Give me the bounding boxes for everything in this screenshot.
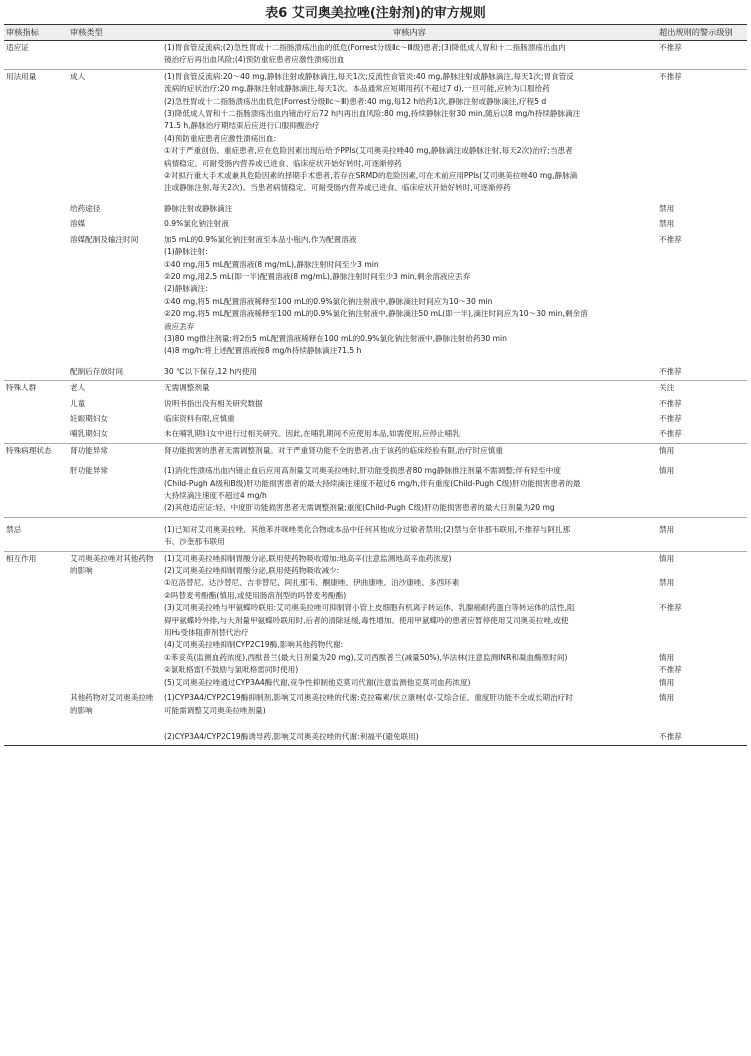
cell-indicator (4, 412, 68, 427)
content-line: (2)静脉滴注: (164, 284, 208, 294)
table-row (4, 691, 747, 746)
cell-indicator (4, 459, 68, 517)
table-row (4, 443, 747, 459)
content-line: 注或静脉注射,每天2次)。当患者病情稳定、可耐受肠内营养或已进食、临床症状开始好转时,可逐渐停药 (164, 183, 511, 193)
table-row (4, 197, 747, 217)
cell-content (162, 360, 657, 381)
cell-content (162, 459, 657, 517)
content-line: 碍甲氨蝶呤外排,与大剂量甲氨蝶呤联用时,后者的清除延缓,毒性增加。使用甲氨蝶呤的患者应暂停使用艾司奥美拉唑,或使 (164, 615, 569, 625)
content-line: (1)消化性溃疡出血内镜止血后应用高剂量艾司奥美拉唑时,肝功能受损患者80 mg静脉推注剂量不需调整;伴有轻至中度 (164, 466, 561, 476)
cell-warning-level (657, 551, 747, 691)
cell-type: 儿童 (70, 398, 86, 408)
header-type: 审核类型 (68, 25, 162, 41)
cell-content (162, 412, 657, 427)
content-line: 用H₂受体阻滞剂替代治疗 (164, 628, 249, 638)
content-line: (2)艾司奥美拉唑抑制胃酸分泌,联用使药物吸收减少: (164, 566, 340, 576)
cell-type: 溶媒 (70, 219, 86, 229)
cell-warning-level: 禁用 (659, 203, 675, 213)
warning-level-line (659, 639, 745, 651)
table-body (4, 41, 747, 746)
cell-type: 溶媒配制及输注时间 (70, 234, 139, 244)
cell-type: 妊娠期妇女 (70, 413, 108, 423)
cell-type: 成人 (68, 69, 162, 197)
cell-warning-level: 不推荐 (659, 413, 682, 423)
cell-content (162, 397, 657, 412)
content-line: (1)艾司奥美拉唑抑制胃酸分泌,联用使药物吸收增加:地高辛(注意监测地高辛血药浓度) (164, 553, 452, 563)
table-row (4, 360, 747, 381)
content-line: ①40 mg,用5 mL配置溶液(8 mg/mL),静脉注射时间至少3 min (164, 259, 379, 269)
cell-indicator (4, 397, 68, 412)
content-line: 说明书指出没有相关研究数据 (164, 398, 263, 408)
cell-indicator (4, 197, 68, 217)
cell-content (162, 69, 657, 197)
warning-level-line: 不推荐 (659, 603, 682, 613)
cell-warning-level: 不推荐 (659, 398, 682, 408)
content-line: 病情稳定、可耐受肠内营养或已进食、临床症状开始好转时,可逐渐停药 (164, 158, 402, 168)
content-line: 流病的症状治疗:20 mg,静脉注射或静脉滴注,每天1次。本品通常应短期用药(不超过7 d),一旦可能,应转为口服给药 (164, 84, 550, 94)
content-line: (1)静脉注射: (164, 247, 208, 257)
content-line: (1)胃食管反流病;(2)急性胃或十二指肠溃疡出血的低危(Forrest分级Ⅱc～Ⅲ级)患者;(3)降低成人胃和十二指肠溃疡出血内 (164, 43, 566, 52)
content-line: 临床资料有限,应慎重 (164, 413, 235, 423)
cell-content (162, 517, 657, 551)
cell-type: 艾司奥美拉唑对其他药物的影响 (68, 551, 162, 691)
review-rules-table (4, 24, 747, 746)
content-line: (3)艾司奥美拉唑与甲氨蝶呤联用:艾司奥美拉唑可抑制肾小管上皮细胞有机离子转运体、乳腺癌耐药蛋白等转运体的活性,阻 (164, 603, 575, 613)
content-line: ②氯吡格雷(不鼓励与氯吡格雷同时使用) (164, 665, 299, 675)
cell-type: 老人 (68, 381, 162, 397)
header-content: 审核内容 (162, 25, 657, 41)
table-row (4, 217, 747, 232)
content-line: (4)预防重症患者应激性溃疡出血: (164, 133, 277, 143)
cell-content (162, 197, 657, 217)
cell-indicator (4, 233, 68, 360)
content-line: ②吗替麦考酚酯(慎用,或使用肠溶剂型的吗替麦考酚酯) (164, 590, 347, 600)
cell-warning-level: 禁用 (659, 219, 675, 229)
cell-indicator (4, 360, 68, 381)
table-row (4, 397, 747, 412)
cell-content (162, 233, 657, 360)
header-warning-level: 超出规则的警示级别 (657, 25, 747, 41)
cell-content (162, 41, 657, 70)
warning-level-line (659, 590, 745, 602)
cell-warning-level: 不推荐 (659, 234, 682, 244)
content-line: (4)艾司奥美拉唑抑制CYP2C19酶,影响其他药物代谢: (164, 640, 344, 650)
content-line: 加5 mL的0.9%氯化钠注射液至本品小瓶内,作为配置溶液 (164, 234, 357, 244)
warning-level-line: 慎用 (659, 677, 675, 687)
content-line: (1)CYP3A4/CYP2C19酶抑制剂,影响艾司奥美拉唑的代谢:克拉霉素/伏立康唑(卓-艾综合征、重度肝功能不全或长期治疗时 (164, 693, 573, 703)
warning-level-line: 不推荐 (659, 731, 682, 741)
table-row (4, 412, 747, 427)
content-line: (2)CYP3A4/CYP2C19酶诱导药,影响艾司奥美拉唑的代谢:利福平(避免联用) (164, 731, 419, 741)
content-line: (2)急性胃或十二指肠溃疡出血低危(Forrest分级Ⅱc～Ⅲ)患者:40 mg,每12 h给药1次,静脉注射或静脉滴注,疗程5 d (164, 96, 547, 106)
cell-warning-level: 慎用 (659, 466, 675, 476)
content-line: (3)降低成人胃和十二指肠溃疡出血内镜治疗后72 h内再出血风险:80 mg,持续静脉注射30 min,随后以8 mg/h持续静脉滴注 (164, 109, 581, 119)
cell-content (162, 427, 657, 443)
warning-level-line: 慎用 (659, 553, 675, 563)
cell-type (68, 41, 162, 70)
content-line: ①苯妥英(监测血药浓度),西酞普兰(最大日剂量为20 mg),艾司西酞普兰(减量50%),华法林(注意监测INR和凝血酶原时间) (164, 652, 568, 662)
cell-indicator: 特殊病理状态 (4, 443, 68, 459)
content-line: 无需调整剂量 (164, 383, 210, 393)
warning-level-line (659, 565, 745, 577)
cell-indicator (4, 691, 68, 746)
table-row (4, 41, 747, 70)
table-title: 表6 艾司奥美拉唑(注射剂)的审方规则 (265, 6, 486, 21)
table-row (4, 517, 747, 551)
cell-type: 配制后存放时间 (70, 366, 124, 376)
warning-level-line: 不推荐 (659, 665, 682, 675)
content-line: (3)80 mg推注剂量:将2份5 mL配置溶液稀释在100 mL的0.9%氯化钠注射液中,静脉注射给药30 min (164, 333, 507, 343)
cell-warning-level (657, 691, 747, 746)
cell-content (162, 691, 657, 746)
content-line: 液应丢弃 (164, 321, 195, 331)
content-line: 未在哺乳期妇女中进行过相关研究。因此,在哺乳期间不应使用本品,如需使用,应停止哺乳 (164, 429, 460, 439)
cell-content (162, 443, 657, 459)
content-line: ①40 mg,将5 mL配置溶液稀释至100 mL的0.9%氯化钠注射液中,静脉滴注时间应为10～30 min (164, 296, 493, 306)
header-indicator: 审核指标 (4, 25, 68, 41)
cell-warning-level: 慎用 (657, 443, 747, 459)
cell-indicator: 适应证 (4, 41, 68, 70)
cell-indicator (4, 427, 68, 443)
cell-type: 哺乳期妇女 (70, 429, 108, 439)
content-line: 71.5 h,静脉治疗期结束后应进行口服抑酸治疗 (164, 121, 320, 131)
cell-indicator: 禁忌 (4, 517, 68, 551)
content-line: ②20 mg,将5 mL配置溶液稀释至100 mL的0.9%氯化钠注射液中,静脉滴注50 mL(即一半),滴注时间应为10～30 min,剩余溶 (164, 309, 588, 319)
content-line: ②对拟行重大手术或兼具危险因素的择期手术患者,若存在SRMD的危险因素,可在术前应用PPIs(艾司奥美拉唑40 mg,静脉滴 (164, 171, 578, 181)
cell-warning-level: 禁用 (657, 517, 747, 551)
content-line: 静脉注射或静脉滴注 (164, 203, 233, 213)
warning-level-line (659, 615, 745, 627)
warning-level-line (659, 627, 745, 639)
content-line: (4)8 mg/h:将上述配置溶液按8 mg/h持续静脉滴注71.5 h (164, 346, 362, 356)
warning-level-line: 慎用 (659, 693, 675, 703)
warning-level-line: 慎用 (659, 652, 675, 662)
content-line: 0.9%氯化钠注射液 (164, 219, 229, 229)
content-line: (Child-Pugh A级和B级)肝功能损害患者的最大持续滴注速度不超过6 mg/h,伴有重度(Child-Pugh C级)肝功能损害患者的最 (164, 478, 581, 488)
table-row (4, 551, 747, 691)
cell-indicator: 特殊人群 (4, 381, 68, 397)
table-row (4, 69, 747, 197)
cell-indicator: 相互作用 (4, 551, 68, 691)
cell-type (68, 517, 162, 551)
content-line: (1)胃食管反流病:20～40 mg,静脉注射或静脉滴注,每天1次;反流性食管炎:40 mg,静脉注射或静脉滴注,每天1次;胃食管反 (164, 71, 574, 81)
cell-type: 给药途径 (70, 203, 101, 213)
content-line: 可能需调整艾司奥美拉唑剂量) (164, 705, 266, 715)
content-line: ①对于严重创伤、重症患者,应在危险因素出现后给予PPIs(艾司奥美拉唑40 mg,静脉滴注或静脉注射,每天2次)治疗;当患者 (164, 146, 573, 156)
content-line: 肾功能损害的患者无需调整剂量。对于严重肾功能不全的患者,由于该药的临床经验有限,治疗时应慎重 (164, 445, 503, 455)
table-header (4, 25, 747, 41)
content-line: ①厄洛替尼、达沙替尼、吉非替尼、阿扎那韦、酮康唑、伊曲康唑、泊沙康唑、多西环素 (164, 578, 460, 588)
cell-indicator: 用法用量 (4, 69, 68, 197)
cell-warning-level: 不推荐 (657, 41, 747, 70)
table-row (4, 459, 747, 517)
cell-warning-level: 关注 (657, 381, 747, 397)
content-line: 30 ℃以下保存,12 h内使用 (164, 366, 258, 376)
cell-type: 其他药物对艾司奥美拉唑的影响 (70, 693, 154, 715)
content-line: (5)艾司奥美拉唑通过CYP3A4酶代谢,竞争性抑制他克莫司代谢(注意监测他克莫司血药浓度) (164, 677, 471, 687)
warning-level-line: 禁用 (659, 578, 675, 588)
content-line: 镜治疗后再出血风险;(4)预防重症患者应激性溃疡出血 (164, 55, 345, 65)
content-line: (1)已知对艾司奥美拉唑、其他苯并咪唑类化合物或本品中任何其他成分过敏者禁用;(2)禁与奈非那韦联用,不推荐与阿扎那 (164, 524, 571, 534)
content-line: ②20 mg,用2.5 mL(即一半)配置溶液(8 mg/mL),静脉注射时间至少3 min,剩余溶液应丢弃 (164, 271, 471, 281)
cell-type: 肝功能异常 (70, 466, 108, 476)
content-line: 大持续滴注速度不超过4 mg/h (164, 491, 267, 500)
cell-indicator (4, 217, 68, 232)
cell-content (162, 217, 657, 232)
content-line: (2)其他适应证:轻、中度肝功能损害患者无需调整剂量;重度(Child-Pugh C级)肝功能损害患者的最大日剂量为20 mg (164, 503, 555, 513)
warning-level-line (659, 705, 745, 717)
cell-warning-level: 不推荐 (659, 366, 682, 376)
content-line: 韦、沙奎那韦联用 (164, 537, 225, 547)
cell-content (162, 381, 657, 397)
table-row (4, 381, 747, 397)
table-row (4, 233, 747, 360)
cell-warning-level: 不推荐 (659, 429, 682, 439)
cell-content (162, 551, 657, 691)
cell-type: 肾功能异常 (68, 443, 162, 459)
cell-warning-level: 不推荐 (657, 69, 747, 197)
table-row (4, 427, 747, 443)
